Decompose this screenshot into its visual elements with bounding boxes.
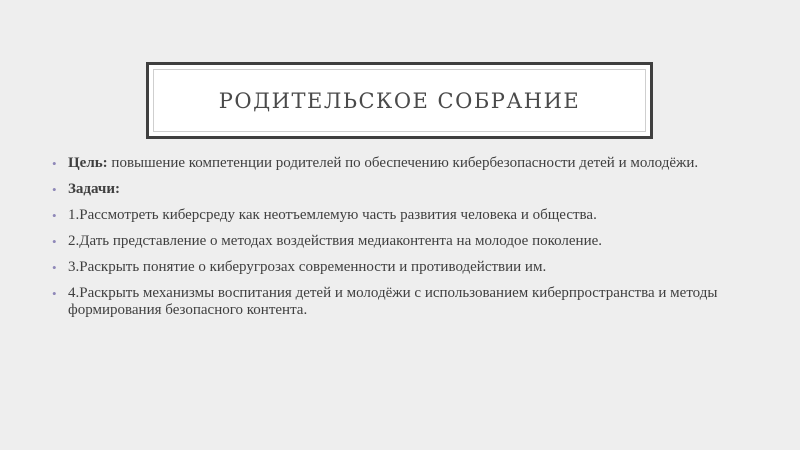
bullet-goal xyxy=(52,155,752,172)
slide-title: РОДИТЕЛЬСКОЕ СОБРАНИЕ xyxy=(218,88,581,113)
bullet-marker: • xyxy=(52,234,57,249)
bullet-marker: • xyxy=(52,286,57,301)
task-3-text: 3.Раскрыть понятие о киберугрозах современности и противодействии им. xyxy=(68,259,547,275)
bullet-marker: • xyxy=(52,156,57,171)
task-4-text: 4.Раскрыть механизмы воспитания детей и молодёжи с использованием киберпространства и методы формирования безопасного контента. xyxy=(68,285,718,318)
goal-text: повышение компетенции родителей по обеспечению кибербезопасности детей и молодёжи. xyxy=(107,155,699,171)
goal-label: Цель: xyxy=(68,155,108,171)
bullet-task-2 xyxy=(52,233,752,250)
tasks-label: Задачи: xyxy=(68,181,121,197)
task-1-text: 1.Рассмотреть киберсреду как неотъемлемую часть развития человека и общества. xyxy=(68,207,597,223)
bullet-marker: • xyxy=(52,182,57,197)
bullet-tasks-header xyxy=(52,181,752,198)
title-box xyxy=(146,62,653,139)
bullet-task-3 xyxy=(52,259,752,276)
task-2-text: 2.Дать представление о методах воздействия медиаконтента на молодое поколение. xyxy=(68,233,603,249)
bullet-list xyxy=(52,155,752,328)
bullet-marker: • xyxy=(52,208,57,223)
bullet-marker: • xyxy=(52,260,57,275)
bullet-task-4 xyxy=(52,285,752,319)
bullet-task-1 xyxy=(52,207,752,224)
